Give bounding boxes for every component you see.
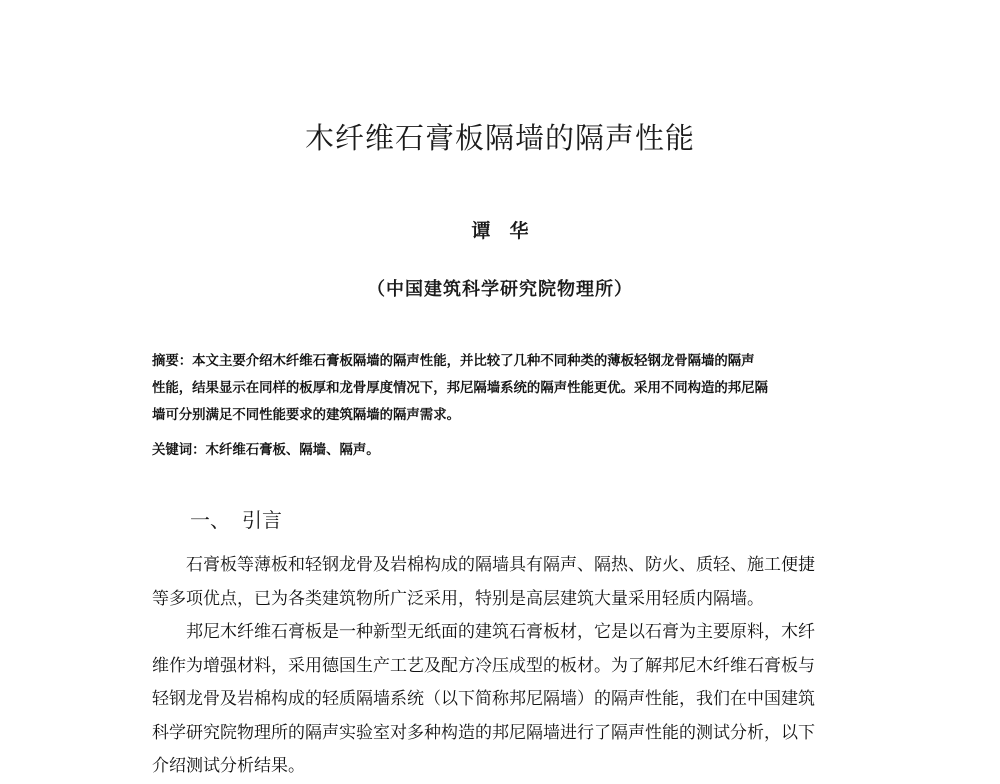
section-heading [190, 504, 282, 533]
body-line: 介绍测试分析结果。 [152, 756, 305, 776]
paper-title: 木纤维石膏板隔墙的隔声性能 [304, 121, 695, 155]
body-line: 轻钢龙骨及岩棉构成的轻质隔墙系统（以下简称邦尼隔墙）的隔声性能，我们在中国建筑 [152, 689, 815, 709]
section-title: 引言 [242, 508, 282, 532]
body-line: 石膏板等薄板和轻钢龙骨及岩棉构成的隔墙具有隔声、隔热、防火、质轻、施工便捷 [152, 555, 815, 575]
abstract [152, 348, 852, 429]
section-number: 一、 [190, 508, 230, 532]
abstract-line: 摘要：本文主要介绍木纤维石膏板隔墙的隔声性能，并比较了几种不同种类的薄板轻钢龙骨隔墙的隔声 [152, 354, 755, 369]
body-line: 邦尼木纤维石膏板是一种新型无纸面的建筑石膏板材，它是以石膏为主要原料，木纤 [152, 622, 815, 642]
body-line: 科学研究院物理所的隔声实验室对多种构造的邦尼隔墙进行了隔声性能的测试分析，以下 [152, 722, 815, 743]
keywords: 关键词：木纤维石膏板、隔墙、隔声。 [152, 443, 380, 458]
author-name: 谭 华 [471, 220, 529, 242]
body-line: 维作为增强材料，采用德国生产工艺及配方冷压成型的板材。为了解邦尼木纤维石膏板与 [152, 655, 815, 676]
abstract-line: 墙可分别满足不同性能要求的建筑隔墙的隔声需求。 [152, 408, 460, 423]
section-body [152, 549, 852, 784]
abstract-line: 性能，结果显示在同样的板厚和龙骨厚度情况下，邦尼隔墙系统的隔声性能更优。采用不同构造的邦尼隔 [152, 381, 768, 396]
author-affiliation: （中国建筑科学研究院物理所） [367, 279, 633, 300]
body-line: 等多项优点，已为各类建筑物所广泛采用，特别是高层建筑大量采用轻质内隔墙。 [152, 588, 764, 609]
